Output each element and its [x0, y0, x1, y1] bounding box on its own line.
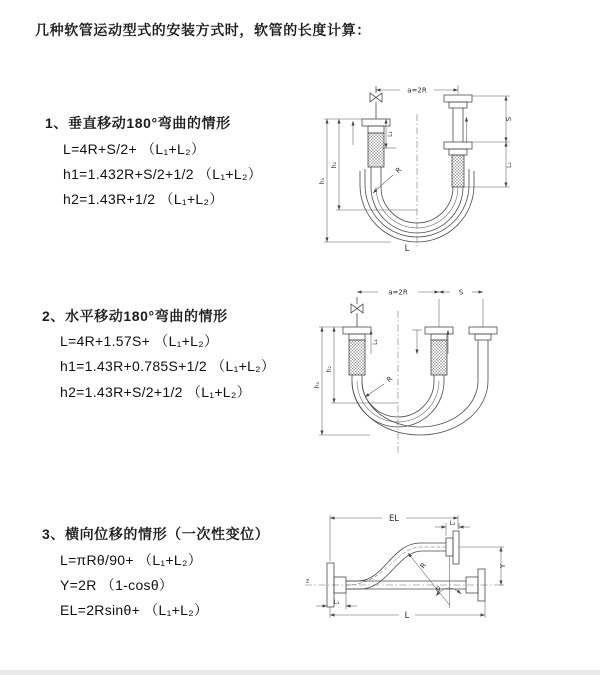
valve-icon — [370, 93, 382, 102]
braid-section — [349, 340, 365, 375]
dim-label-l1: L₁ — [333, 599, 340, 606]
section-1-heading: 1、垂直移动180°弯曲的情形 — [45, 115, 231, 131]
dim-label-h1: h₁ — [319, 177, 326, 185]
length-label: L — [404, 611, 410, 621]
radius-label: R — [418, 561, 429, 571]
dim-label-h1: h₁ — [314, 381, 321, 389]
dim-label-h2: h₂ — [331, 161, 338, 169]
dim-label-y: Y — [499, 563, 507, 569]
radius-pointer — [408, 553, 450, 605]
section-3-formula-L: L=πRθ/90+ （L₁+L₂） — [60, 552, 203, 568]
hose-curves — [352, 381, 488, 435]
section-1-formula-h1: h1=1.432R+S/2+1/2 （L₁+L₂） — [63, 166, 263, 182]
middle-pipe — [425, 299, 453, 381]
dim-label-h2: h₂ — [326, 365, 333, 373]
dim-label-a2r: a=2R — [407, 86, 427, 95]
radius-label: R — [385, 374, 395, 385]
diagram-vertical-180-bend — [316, 72, 526, 257]
section-1-formula-L: L=4R+S/2+ （L₁+L₂） — [63, 141, 206, 157]
dim-label-l2: L₂ — [506, 162, 513, 168]
dimensions — [319, 85, 513, 254]
section-3-heading: 3、横向位移的情形（一次性变位） — [42, 526, 270, 542]
dim-label-l1: L₁ — [387, 131, 394, 137]
braid-section — [431, 340, 447, 375]
upper-flange-displaced-position — [446, 531, 459, 564]
flange-plate — [453, 531, 459, 564]
dim-label-l2: L₂ — [449, 520, 456, 527]
dimensions — [316, 514, 507, 621]
angle-label: θ — [435, 586, 441, 594]
valve-icon — [351, 304, 363, 313]
section-2-heading: 2、水平移动180°弯曲的情形 — [42, 308, 228, 324]
section-2-formula-h1: h1=1.43R+0.785S+1/2 （L₁+L₂） — [60, 358, 276, 374]
braid-section — [452, 155, 464, 187]
right-pipe — [444, 95, 472, 187]
dim-label-a2r: a=2R — [388, 288, 408, 297]
dim-label-s: S — [505, 116, 513, 122]
section-2-formula-h2: h2=1.43R+S/2+1/2 （L₁+L₂） — [60, 384, 251, 400]
right-pipe-moved-position — [469, 299, 497, 381]
diagram-horizontal-180-bend — [312, 283, 527, 463]
section-2-formula-L: L=4R+1.57S+ （L₁+L₂） — [60, 333, 219, 349]
section-3-formula-EL: EL=2Rsinθ+ （L₁+L₂） — [60, 602, 209, 618]
radius-label: R — [394, 165, 404, 176]
diagram-lateral-displacement — [302, 505, 517, 650]
flange — [444, 142, 472, 149]
page-title: 几种软管运动型式的安装方式时，软管的长度计算： — [35, 22, 371, 38]
dim-label-s: S — [458, 288, 464, 297]
section-3-formula-Y: Y=2R （1-cosθ） — [60, 577, 174, 593]
dimensions — [314, 289, 483, 436]
left-pipe — [343, 297, 371, 381]
dim-label-l1: L₁ — [372, 339, 379, 345]
flange — [425, 327, 453, 334]
section-1-formula-h2: h2=1.43R+1/2 （L₁+L₂） — [63, 191, 224, 207]
flange — [444, 95, 472, 102]
braid-section — [368, 133, 384, 167]
length-label: L — [404, 244, 410, 254]
flange — [469, 327, 497, 334]
scan-edge — [0, 670, 600, 675]
flange — [343, 327, 371, 334]
weld-mark: z — [306, 577, 310, 585]
dim-label-el: EL — [388, 514, 400, 524]
